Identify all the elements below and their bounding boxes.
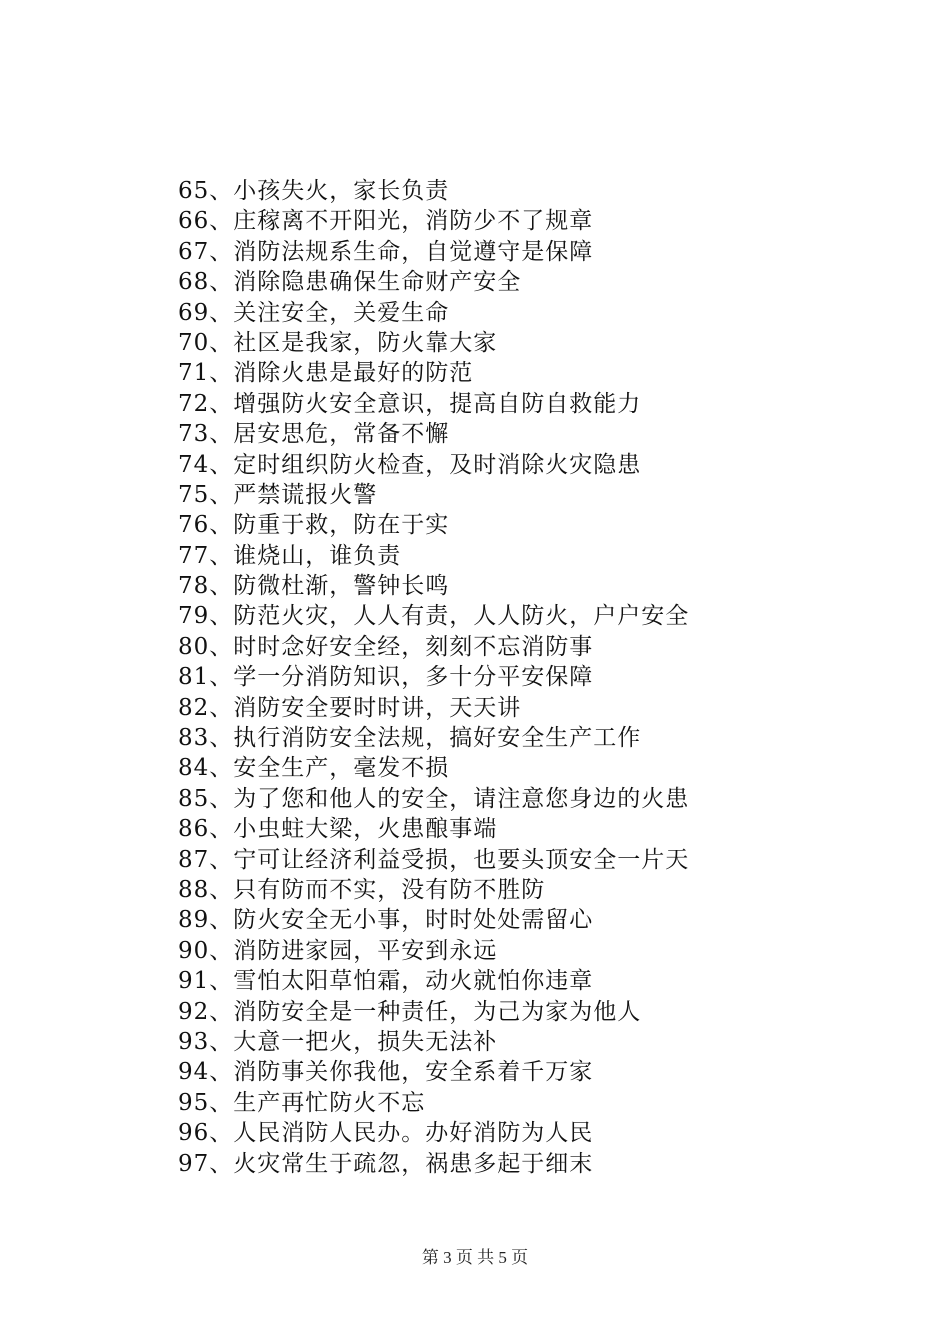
page-number-footer: 第 3 页 共 5 页	[421, 1248, 529, 1267]
list-item: 84、安全生产，毫发不损	[178, 755, 450, 782]
list-item: 83、执行消防安全法规，搞好安全生产工作	[178, 725, 642, 752]
list-item: 74、定时组织防火检查，及时消除火灾隐患	[178, 451, 642, 478]
list-item: 91、雪怕太阳草怕霜，动火就怕你违章	[178, 968, 594, 995]
list-item: 81、学一分消防知识，多十分平安保障	[178, 664, 594, 691]
list-item: 86、小虫蛀大梁，火患酿事端	[178, 816, 498, 843]
list-item: 90、消防进家园，平安到永远	[178, 937, 498, 964]
list-item: 87、宁可让经济利益受损，也要头顶安全一片天	[178, 846, 690, 873]
list-item: 96、人民消防人民办。办好消防为人民	[178, 1120, 594, 1147]
list-item: 72、增强防火安全意识，提高自防自救能力	[178, 390, 642, 417]
list-item: 77、谁烧山，谁负责	[178, 542, 402, 569]
slogan-list	[178, 176, 878, 1179]
list-item: 71、消除火患是最好的防范	[178, 360, 474, 387]
list-item: 94、消防事关你我他，安全系着千万家	[178, 1059, 594, 1086]
list-item: 97、火灾常生于疏忽，祸患多起于细末	[178, 1150, 594, 1177]
list-item: 79、防范火灾，人人有责，人人防火，户户安全	[178, 603, 690, 630]
list-item: 82、消防安全要时时讲，天天讲	[178, 694, 522, 721]
list-item: 78、防微杜渐，警钟长鸣	[178, 573, 450, 600]
list-item: 65、小孩失火，家长负责	[178, 178, 450, 204]
list-item: 67、消防法规系生命，自觉遵守是保障	[178, 238, 594, 265]
list-item: 73、居安思危，常备不懈	[178, 421, 450, 448]
list-item: 95、生产再忙防火不忘	[178, 1089, 426, 1116]
list-item: 75、严禁谎报火警	[178, 481, 378, 508]
list-item: 88、只有防而不实，没有防不胜防	[178, 876, 546, 903]
list-item: 89、防火安全无小事，时时处处需留心	[178, 907, 594, 934]
list-item: 70、社区是我家，防火靠大家	[178, 329, 498, 356]
list-item: 85、为了您和他人的安全，请注意您身边的火患	[178, 785, 690, 812]
list-item: 92、消防安全是一种责任，为己为家为他人	[178, 998, 642, 1025]
list-item: 76、防重于救，防在于实	[178, 512, 450, 539]
list-item: 80、时时念好安全经，刻刻不忘消防事	[178, 633, 594, 660]
list-item: 66、庄稼离不开阳光，消防少不了规章	[178, 208, 594, 235]
list-item: 93、大意一把火，损失无法补	[178, 1028, 498, 1055]
list-item: 68、消除隐患确保生命财产安全	[178, 269, 522, 296]
list-item: 69、关注安全，关爱生命	[178, 299, 450, 326]
